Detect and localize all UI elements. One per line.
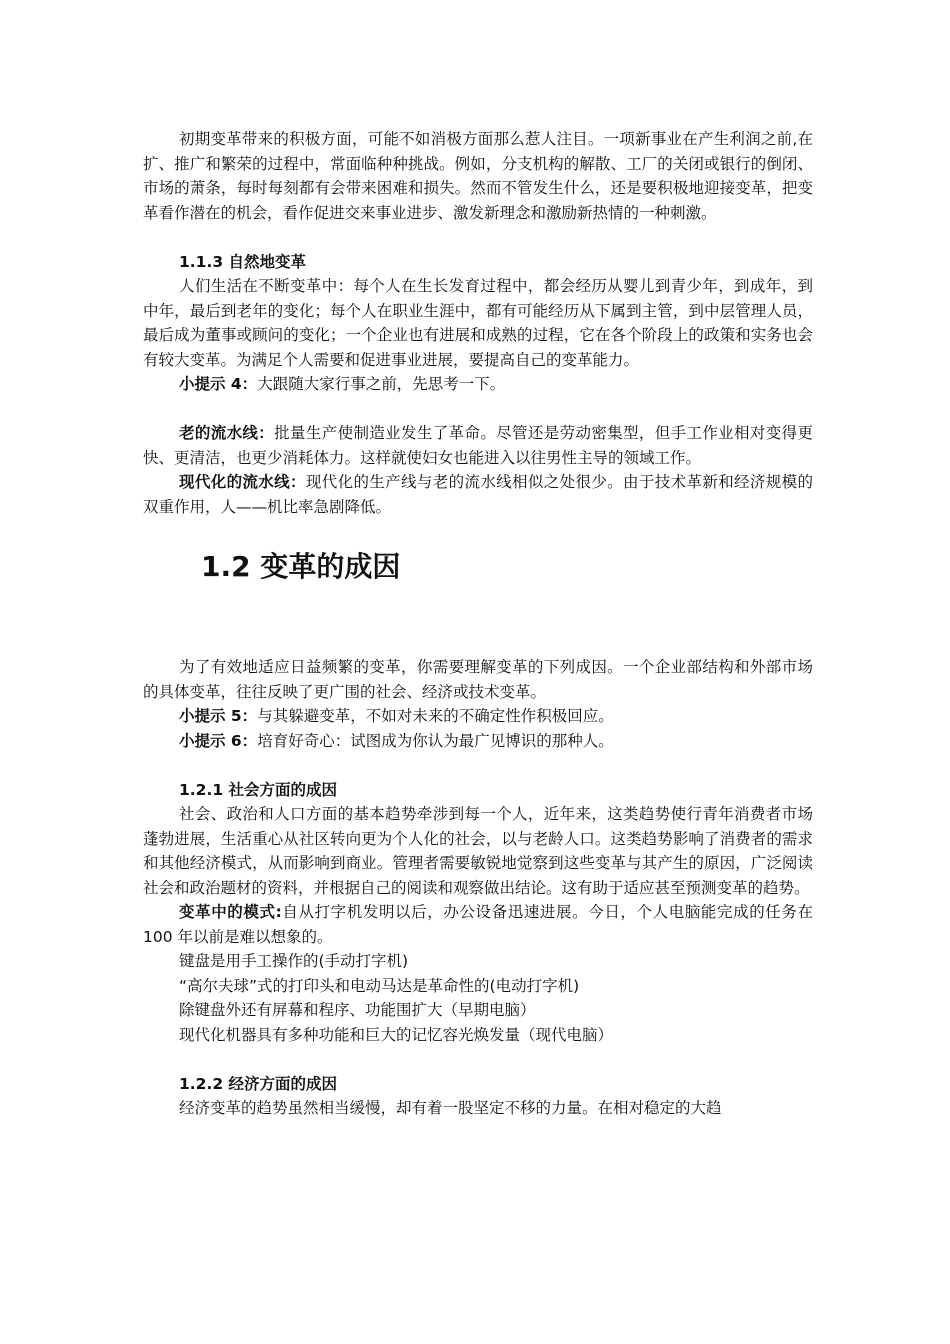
list-item: “高尔夫球”式的打印头和电动马达是革命性的(电动打字机) [179,976,580,995]
modern-assembly-line-text: 现代化的生产线与老的流水线相似之处很少。由于技术革新和经济规模的双重作用，人——机比率急剧降低。 [143,473,813,516]
list-item: 键盘是用手工操作的(手动打字机) [179,952,409,970]
tip-6 [143,729,813,754]
paragraph-causes-intro: 为了有效地适应日益频繁的变革，你需要理解变革的下列成因。一个企业部结构和外部市场的具体变革，往往反映了更广围的社会、经济或技术变革。 [143,658,813,701]
section-heading-1-2: 1.2 变革的成因 [201,550,401,583]
patterns-of-change-text: 自从打字机发明以后，办公设备迅速进展。今日，个人电脑能完成的任务在 100 年以前是难以想象的。 [143,903,813,946]
patterns-of-change-label: 变革中的模式: [179,903,282,921]
section-heading-1-2-2: 1.2.2 经济方面的成因 [179,1074,338,1093]
tip-4-text: 大跟随大家行事之前，先思考一下。 [257,375,506,393]
tip-4 [143,372,813,397]
tip-6-label: 小提示 6： [179,731,258,750]
section-heading-1-1-3: 1.1.3 自然地变革 [179,252,307,271]
paragraph-economic-causes: 经济变革的趋势虽然相当缓慢，却有着一股坚定不移的力量。在相对稳定的大趋 [179,1099,722,1117]
tip-5-label: 小提示 5： [179,707,258,725]
document-body [143,127,813,1121]
tip-4-label: 小提示 4： [179,375,258,393]
old-assembly-line-text: 批量生产使制造业发生了革命。尽管还是劳动密集型，但手工作业相对变得更快、更清洁，也更少消耗体力。这样就使妇女也能进入以往男性主导的领域工作。 [143,424,813,467]
list-item: 现代化机器具有多种功能和巨大的记忆容光焕发量（现代电脑） [179,1025,614,1044]
old-assembly-line-label: 老的流水线： [179,424,275,442]
tip-6-text: 培育好奇心：试图成为你认为最广见博识的那种人。 [257,731,614,750]
old-assembly-line [143,421,813,470]
list-item: 除键盘外还有屏幕和程序、功能围扩大（早期电脑） [179,1001,536,1019]
paragraph-natural-change: 人们生活在不断变革中：每个人在生长发育过程中，都会经历从婴儿到青少年，到成年，到中年，最后到老年的变化；每个人在职业生涯中，都有可能经历从下属到主管，到中层管理人员，最后成为董事或顾问的变化；一个企业也有进展和成熟的过程，它在各个阶段上的政策和实务也会有较大变革。为满足个人需要和促进事业进展，要提高自己的变革能力。 [143,277,813,369]
paragraph-positive-aspects: 初期变革带来的积极方面，可能不如消极方面那么惹人注目。一项新事业在产生利润之前,在扩、推广和繁荣的过程中，常面临种种挑战。例如，分支机构的解散、工厂的关闭或银行的倒闭、市场的萧条，每时每刻都有会带来困难和损失。然而不管发生什么，还是要积极地迎接变革，把变革看作潜在的机会，看作促进交来事业进步、激发新理念和激励新热情的一种刺激。 [143,130,813,222]
modern-assembly-line-label: 现代化的流水线： [179,473,306,491]
tip-5-text: 与其躲避变革，不如对未来的不确定性作积极回应。 [257,707,614,725]
modern-assembly-line [143,470,813,519]
section-heading-1-2-1: 1.2.1 社会方面的成因 [179,780,338,799]
paragraph-social-causes: 社会、政治和人口方面的基本趋势牵涉到每一个人，近年来，这类趋势使行青年消费者市场蓬勃进展，生活重心从社区转向更为个人化的社会，以与老龄人口。这类趋势影响了消费者的需求和其他经济模式，从而影响到商业。管理者需要敏锐地觉察到这些变革与其产生的原因，广泛阅读社会和政治题材的资料，并根据自己的阅读和观察做出结论。这有助于适应甚至预测变革的趋势。 [143,805,813,897]
patterns-of-change [143,900,813,949]
tip-5 [143,704,813,729]
